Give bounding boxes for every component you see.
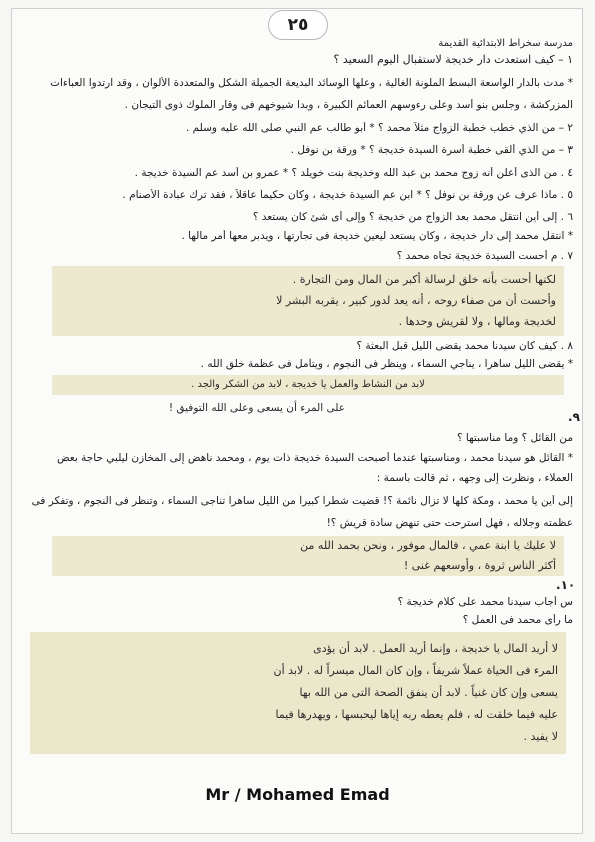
question-4: ٤ . من الذى أعلن أنه زوج محمد بن عبد الله وخديجة بنت خويلد ؟ * عمرو بن أسد عم السيدة خديجة .	[134, 167, 573, 179]
question-2: ٢ – من الذي خطب خطبة الزواج مثلاً محمد ؟ * أبو طالب عم النبي صلى الله عليه وسلم .	[186, 122, 573, 134]
quote-10-line-1: لا عليك يا ابنة عمي ، فالمال موفور ، ونحن بحمد الله من	[300, 539, 556, 552]
quote-7-line-2: وأحست أن من صفاء روحه ، أنه يعد لدور كبير ، يقربه البشر لا	[276, 294, 556, 307]
question-3: ٣ – من الذي ألقى خطبة أسرة السيدة خديجة ؟ * ورقة بن نوفل .	[290, 144, 573, 156]
quote-9-text: على المرء أن يسعى وعلى الله التوفيق !	[168, 402, 345, 414]
answer-1-line-1: * مدت بالدار الواسعة البسط الملونة الغالية ، وعلها الوسائد البديعة الجميلة الشكل والمتعددة الألوان ، وقد ارتدوا العباءات	[50, 77, 573, 89]
quote-7-line-3: لخديجة ومالها ، ولا لقريش وحدها .	[398, 315, 556, 328]
quote-11-line-2: المرء فى الحياة عملاً شريفاً ، وإن كان المال ميسراً له . لابد أن	[273, 664, 558, 677]
author-signature: Mr / Mohamed Emad	[205, 785, 390, 804]
question-10: س أجاب سيدنا محمد على كلام خديجة ؟	[397, 596, 573, 608]
quote-box-7	[52, 266, 564, 336]
quote-11-line-5: لا يفيد .	[523, 730, 558, 743]
quote-10-line-2: أكثر الناس ثروة ، وأوسعهم غنى !	[403, 559, 556, 572]
answer-6: * انتقل محمد إلى دار خديجة ، وكان يستعد ليعين خديجة فى تجارتها ، ويدبر معها أمر مالها .	[181, 230, 573, 242]
quote-7-line-1: لكنها أحست بأنه خلق لرسالة أكبر من المال ومن التجارة .	[292, 273, 556, 286]
answer-9-line-1: * القائل هو سيدنا محمد ، ومناسبتها عندما أصبحت السيدة خديجة ذات يوم ، ومحمد ناهض إلى المخازن ليلبي حاجة بعض	[56, 452, 573, 464]
question-1: ١ – كيف استعدت دار خديجة لاستقبال اليوم السعيد ؟	[333, 53, 573, 66]
quote-box-10	[52, 536, 564, 576]
question-5: ٥ . ماذا عرف عن ورقة بن نوفل ؟ * ابن عم السيدة خديجة ، وكان حكيماً عاقلاً ، فقد ترك عبادة الأصنام .	[122, 189, 573, 201]
answer-8: * يقضى الليل ساهراً ، يناجي السماء ، وينظر فى النجوم ، ويتأمل فى عظمة خلق الله .	[200, 358, 573, 370]
quote-11-line-3: يسعى وإن كان غنياً . لابد أن ينفق الصحة التى من الله بها	[299, 686, 558, 699]
answer-9-line-3: إلى أين يا محمد ، ومكة كلها لا تزال نائمة ؟! قضيت شطراً كبيراً من الليل ساهراً تناجى السماء ، وتنظر فى النجوم ، وتفكر فى	[31, 495, 573, 507]
quote-11-line-1: لا أريد المال يا خديجة ، وإنما أريد العمل . لابد أن يؤدى	[313, 642, 558, 655]
quote-box-11	[30, 632, 566, 754]
item-9-number: ٩.	[568, 410, 580, 424]
question-9: من القائل ؟ وما مناسبتها ؟	[456, 432, 573, 444]
quote-box-8	[52, 375, 564, 395]
question-6: ٦ . إلى أين انتقل محمد بعد الزواج من خديجة ؟ وإلى أى شئ كان يستعد ؟	[252, 211, 573, 223]
question-7: ٧ . م أحست السيدة خديجة تجاه محمد ؟	[396, 250, 573, 262]
quote-11-line-4: عليه فيما خلقت له ، فلم يعطه ربه إياها ليحبسها ، ويهدرها فيما	[275, 708, 558, 721]
question-8: ٨ . كيف كان سيدنا محمد يقضى الليل قبل البعثة ؟	[356, 340, 573, 352]
item-10-number: ١٠.	[556, 578, 576, 592]
quote-8-text: لابد من النشاط والعمل يا خديجة ، لابد من الشكر والجد .	[191, 379, 425, 390]
page-number: ٢٥	[268, 10, 328, 40]
question-11: ما رأى محمد فى العمل ؟	[462, 614, 573, 626]
answer-1-line-2: المزركشة ، وجلس بنو أسد وعلى رءوسهم العمائم الكبيرة ، وبدا شيوخهم فى وقار الملوك ذوى التيجان .	[124, 99, 573, 111]
school-name: مدرسة سخراط الابتدائية القديمة	[438, 38, 573, 49]
answer-9-line-2: العملاء ، ونظرت إلى وجهه ، ثم قالت باسمة :	[376, 472, 573, 484]
answer-9-line-4: عظمته وجلاله ، فهل استرحت حتى تنهض سادة قريش ؟!	[326, 517, 573, 529]
